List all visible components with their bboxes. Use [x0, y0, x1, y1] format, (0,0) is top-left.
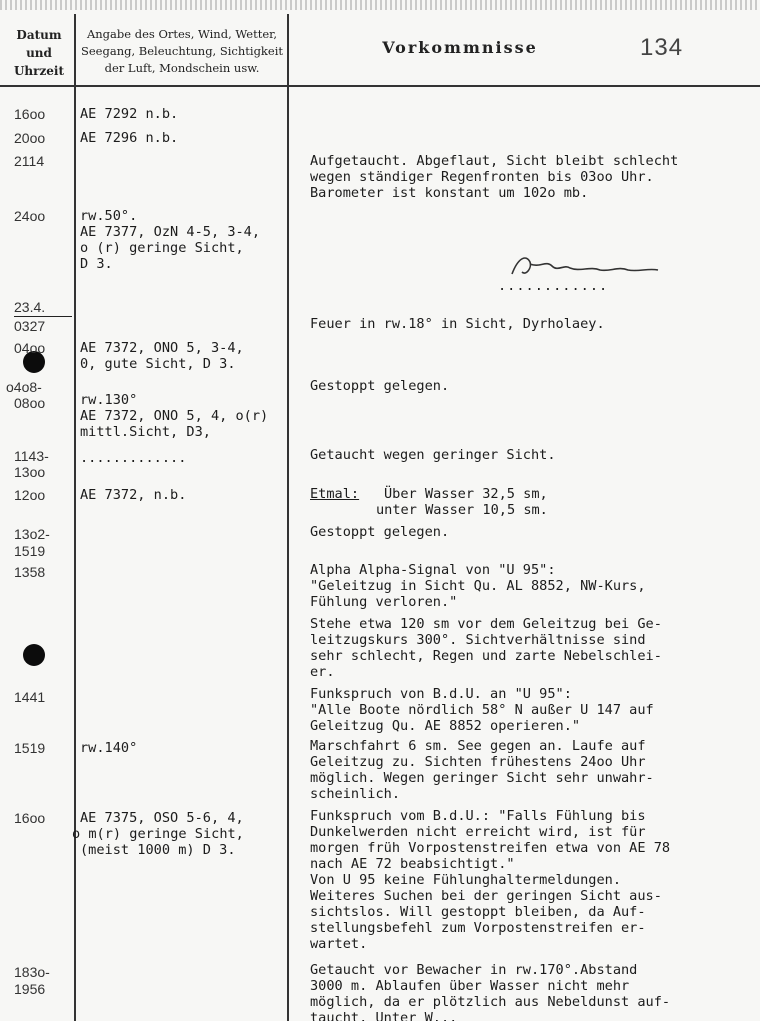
time-cell: 183o-: [14, 964, 50, 980]
punch-hole: [23, 644, 45, 666]
event-line: Barometer ist konstant um 102o mb.: [310, 185, 589, 201]
time-cell: 13o2-: [14, 526, 50, 542]
time-cell: 24oo: [14, 208, 46, 224]
event-line: Dunkelwerden nicht erreicht wird, ist für: [310, 824, 646, 840]
page-number: 134: [640, 34, 684, 61]
event-line: morgen früh Vorpostenstreifen etwa von AE 78: [310, 840, 671, 856]
condition-cell: AE 7375, OSO 5-6, 4,: [80, 810, 244, 826]
condition-cell: mittl.Sicht, D3,: [80, 424, 211, 440]
column-rule-2: [287, 14, 289, 1021]
time-cell: 23.4.: [14, 299, 46, 315]
header-datum-line: Uhrzeit: [13, 64, 65, 78]
event-line: Gestoppt gelegen.: [310, 524, 450, 540]
etmal-label: Etmal:: [310, 486, 360, 502]
time-cell: 1358: [14, 564, 46, 580]
header-angabe: [78, 26, 286, 77]
condition-cell: AE 7377, OzN 4-5, 3-4,: [80, 224, 261, 240]
event-line: sichtslos. Will gestoppt bleiben, da Auf-: [310, 904, 646, 920]
event-line: "Alle Boote nördlich 58° N außer U 147 auf: [310, 702, 654, 718]
condition-cell: AE 7372, ONO 5, 3-4,: [80, 340, 244, 356]
time-cell: 13oo: [14, 464, 46, 480]
header-angabe-line: Angabe des Ortes, Wind, Wetter,: [86, 27, 278, 41]
event-line: Alpha Alpha-Signal von "U 95":: [310, 562, 556, 578]
event-line: Weiteres Suchen bei der geringen Sicht aus-: [310, 888, 662, 904]
time-cell: 16oo: [14, 106, 46, 122]
time-cell: 20oo: [14, 130, 46, 146]
time-cell: 1441: [14, 689, 46, 705]
condition-cell: rw.130°: [80, 392, 138, 408]
event-line: Stehe etwa 120 sm vor dem Geleitzug bei Ge-: [310, 616, 662, 632]
condition-cell: (meist 1000 m) D 3.: [80, 842, 236, 858]
signature-dots: ............: [498, 278, 609, 294]
event-line: er.: [310, 664, 335, 680]
condition-cell: o m(r) geringe Sicht,: [72, 826, 244, 842]
time-cell: 04oo: [14, 340, 46, 356]
event-line: Fühlung verloren.": [310, 594, 458, 610]
event-line: wegen ständiger Regenfronten bis 03oo Uhr.: [310, 169, 654, 185]
event-line: Getaucht wegen geringer Sicht.: [310, 447, 556, 463]
time-cell: 0327: [14, 318, 46, 334]
event-line: unter Wasser 10,5 sm.: [376, 502, 548, 518]
event-line: Aufgetaucht. Abgeflaut, Sicht bleibt schlecht: [310, 153, 679, 169]
time-cell: 2114: [14, 153, 45, 169]
header-datum-line: Datum: [16, 28, 62, 42]
condition-cell: o (r) geringe Sicht,: [80, 240, 244, 256]
time-cell: 16oo: [14, 810, 46, 826]
event-line: Geleitzug zu. Sichten frühestens 24oo Uhr: [310, 754, 646, 770]
event-line: stellungsbefehl zum Vorpostenstreifen er-: [310, 920, 646, 936]
time-cell: 1143-: [14, 448, 49, 464]
condition-cell: .............: [80, 450, 187, 466]
time-cell: o4o8-: [6, 379, 42, 395]
condition-cell: AE 7292 n.b.: [80, 106, 179, 122]
event-line: 3000 m. Ablaufen über Wasser nicht mehr: [310, 978, 630, 994]
event-line: sehr schlecht, Regen und zarte Nebelschlei-: [310, 648, 662, 664]
column-rule-1: [74, 14, 76, 1021]
event-line: leitzugskurs 300°. Sichtverhältnisse sind: [310, 632, 646, 648]
condition-cell: AE 7372, n.b.: [80, 487, 187, 503]
date-underline: [14, 316, 72, 317]
event-line: wartet.: [310, 936, 368, 952]
condition-cell: rw.140°: [80, 740, 138, 756]
scan-edge: [0, 0, 760, 10]
event-line: "Geleitzug in Sicht Qu. AL 8852, NW-Kurs,: [310, 578, 646, 594]
event-line: möglich, da er plötzlich aus Nebeldunst auf-: [310, 994, 671, 1010]
event-line: Von U 95 keine Fühlunghaltermeldungen.: [310, 872, 621, 888]
event-line: scheinlich.: [310, 786, 401, 802]
header-angabe-line: Seegang, Beleuchtung, Sichtigkeit: [80, 44, 284, 58]
event-line: Funkspruch vom B.d.U.: "Falls Fühlung bis: [310, 808, 646, 824]
time-cell: 12oo: [14, 487, 46, 503]
event-line: Feuer in rw.18° in Sicht, Dyrholaey.: [310, 316, 605, 332]
condition-cell: rw.50°.: [80, 208, 138, 224]
event-line: möglich. Wegen geringer Sicht sehr unwahr-: [310, 770, 654, 786]
header-datum: [6, 26, 72, 80]
event-line: Über Wasser 32,5 sm,: [384, 486, 548, 502]
condition-cell: 0, gute Sicht, D 3.: [80, 356, 236, 372]
time-cell: 1519: [14, 543, 46, 559]
event-line: Gestoppt gelegen.: [310, 378, 450, 394]
time-cell: 1956: [14, 981, 46, 997]
time-cell: 1519: [14, 740, 46, 756]
event-line: Funkspruch von B.d.U. an "U 95":: [310, 686, 572, 702]
header-datum-line: und: [26, 46, 52, 60]
header-rule: [0, 85, 760, 87]
header-vorkommnisse: Vorkommnisse: [382, 38, 538, 57]
condition-cell: AE 7372, ONO 5, 4, o(r): [80, 408, 269, 424]
condition-cell: AE 7296 n.b.: [80, 130, 179, 146]
header-angabe-line: der Luft, Mondschein usw.: [104, 61, 260, 75]
event-line: Geleitzug Qu. AE 8852 operieren.": [310, 718, 581, 734]
event-line: Getaucht vor Bewacher in rw.170°.Abstand: [310, 962, 638, 978]
event-line: nach AE 72 beabsichtigt.": [310, 856, 515, 872]
event-line: taucht. Unter W...: [310, 1010, 458, 1021]
time-cell: 08oo: [14, 395, 46, 411]
condition-cell: D 3.: [80, 256, 113, 272]
event-line: Marschfahrt 6 sm. See gegen an. Laufe auf: [310, 738, 646, 754]
